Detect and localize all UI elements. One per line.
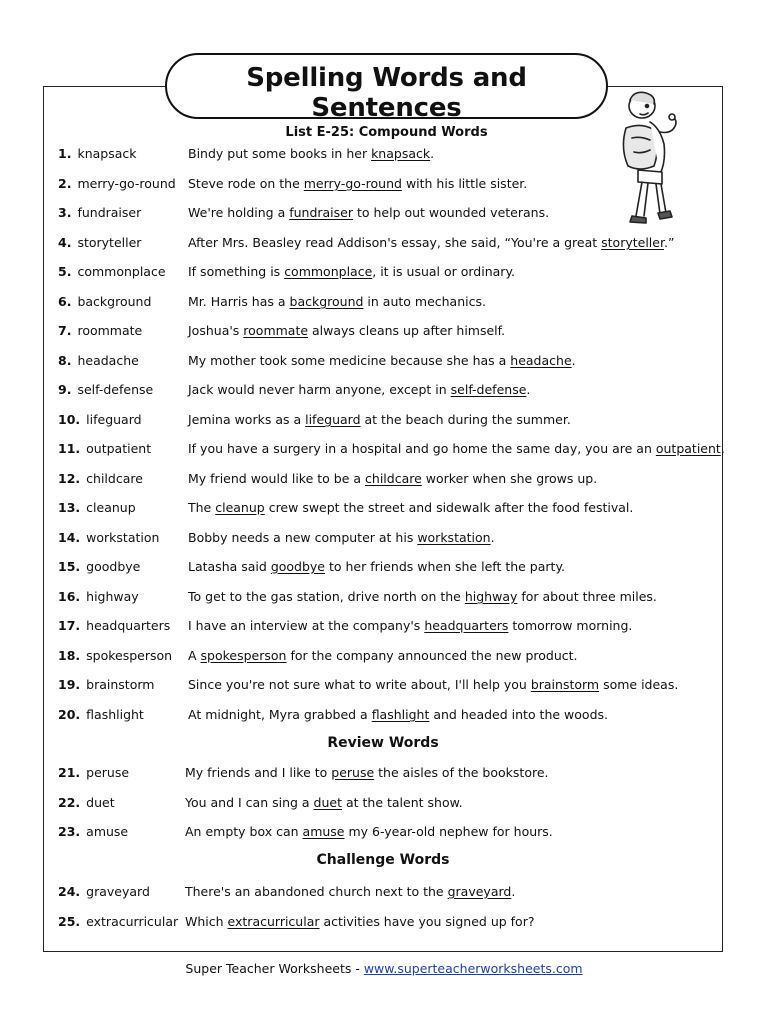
sentence-start: A xyxy=(188,648,201,663)
underlined-word: brainstorm xyxy=(530,677,600,692)
underlined-word: amuse xyxy=(302,824,345,839)
underlined-word: workstation xyxy=(417,530,491,545)
sentence-end: . xyxy=(720,441,725,456)
example-sentence xyxy=(188,353,576,369)
word-text: outpatient xyxy=(86,441,152,456)
example-sentence xyxy=(185,824,553,840)
word-text: workstation xyxy=(86,530,160,545)
review-words-heading: Review Words xyxy=(327,735,439,751)
underlined-word: spokesperson xyxy=(200,648,287,663)
example-sentence xyxy=(188,471,597,487)
spelling-word xyxy=(58,412,142,428)
sentence-start: We're holding a xyxy=(188,205,290,220)
spelling-word xyxy=(58,176,176,192)
spelling-word xyxy=(58,205,141,221)
sentence-end: with his little sister. xyxy=(401,176,528,191)
underlined-word: outpatient xyxy=(655,441,721,456)
sentence-end: to help out wounded veterans. xyxy=(353,205,550,220)
example-sentence xyxy=(188,559,565,575)
sentence-start: My mother took some medicine because she has a xyxy=(188,353,511,368)
example-sentence xyxy=(185,765,549,781)
spelling-word xyxy=(58,824,128,840)
spelling-word xyxy=(58,589,139,605)
item-number: 9. xyxy=(58,382,72,397)
item-number: 24. xyxy=(58,884,81,899)
word-text: roommate xyxy=(77,323,143,338)
item-number: 19. xyxy=(58,677,81,692)
item-number: 3. xyxy=(58,205,72,220)
underlined-word: storyteller xyxy=(601,235,664,250)
example-sentence xyxy=(188,382,530,398)
word-text: goodbye xyxy=(86,559,141,574)
item-number: 7. xyxy=(58,323,72,338)
underlined-word: lifeguard xyxy=(305,412,361,427)
item-number: 15. xyxy=(58,559,81,574)
sentence-end: . xyxy=(511,884,516,899)
underlined-word: peruse xyxy=(331,765,375,780)
example-sentence xyxy=(188,589,657,605)
example-sentence xyxy=(185,914,534,930)
sentence-end: . xyxy=(490,530,495,545)
sentence-start: Jack would never harm anyone, except in xyxy=(188,382,451,397)
example-sentence xyxy=(188,264,515,280)
sentence-start: If you have a surgery in a hospital and go home the same day, you are an xyxy=(188,441,656,456)
example-sentence xyxy=(188,618,632,634)
sentence-start: There's an abandoned church next to the xyxy=(185,884,448,899)
example-sentence xyxy=(185,795,463,811)
sentence-start: Which xyxy=(185,914,228,929)
boy-with-backpack-illustration xyxy=(614,88,714,236)
sentence-end: for about three miles. xyxy=(517,589,657,604)
underlined-word: childcare xyxy=(365,471,422,486)
word-text: graveyard xyxy=(86,884,150,899)
sentence-start: If something is xyxy=(188,264,285,279)
word-text: merry-go-round xyxy=(77,176,176,191)
spelling-word xyxy=(58,677,154,693)
word-text: flashlight xyxy=(86,707,144,722)
title-banner xyxy=(165,53,608,140)
item-number: 1. xyxy=(58,146,72,161)
spelling-word xyxy=(58,648,172,664)
spelling-word xyxy=(58,530,159,546)
sentence-start: Jemina works as a xyxy=(188,412,306,427)
sentence-end: , it is usual or ordinary. xyxy=(372,264,516,279)
word-text: amuse xyxy=(86,824,129,839)
spelling-word xyxy=(58,353,139,369)
sentence-end: activities have you signed up for? xyxy=(319,914,535,929)
underlined-word: commonplace xyxy=(284,264,373,279)
spelling-word xyxy=(58,382,153,398)
underlined-word: roommate xyxy=(243,323,309,338)
sentence-start: Mr. Harris has a xyxy=(188,294,290,309)
sentence-end: always cleans up after himself. xyxy=(308,323,506,338)
underlined-word: graveyard xyxy=(447,884,512,899)
sentence-end: in auto mechanics. xyxy=(363,294,486,309)
challenge-words-heading: Challenge Words xyxy=(316,852,450,868)
item-number: 13. xyxy=(58,500,81,515)
underlined-word: extracurricular xyxy=(227,914,320,929)
underlined-word: flashlight xyxy=(371,707,430,722)
sentence-start: Since you're not sure what to write about, I'll help you xyxy=(188,677,531,692)
word-text: highway xyxy=(86,589,139,604)
underlined-word: headache xyxy=(510,353,572,368)
item-number: 10. xyxy=(58,412,81,427)
example-sentence xyxy=(188,205,549,221)
underlined-word: merry-go-round xyxy=(303,176,402,191)
sentence-end: for the company announced the new product. xyxy=(286,648,578,663)
example-sentence xyxy=(188,500,633,516)
word-text: knapsack xyxy=(77,146,137,161)
item-number: 12. xyxy=(58,471,81,486)
sentence-start: An empty box can xyxy=(185,824,303,839)
word-text: headquarters xyxy=(86,618,171,633)
sentence-end: at the talent show. xyxy=(342,795,463,810)
example-sentence xyxy=(188,677,678,693)
item-number: 17. xyxy=(58,618,81,633)
footer-text: Super Teacher Worksheets - xyxy=(185,961,364,976)
item-number: 16. xyxy=(58,589,81,604)
item-number: 23. xyxy=(58,824,81,839)
sentence-end: .” xyxy=(663,235,675,250)
sentence-end: at the beach during the summer. xyxy=(360,412,571,427)
spelling-word xyxy=(58,795,115,811)
spelling-word xyxy=(58,884,150,900)
spelling-word xyxy=(58,707,144,723)
word-text: spokesperson xyxy=(86,648,173,663)
spelling-word xyxy=(58,235,141,251)
word-text: fundraiser xyxy=(77,205,142,220)
underlined-word: headquarters xyxy=(424,618,509,633)
item-number: 25. xyxy=(58,914,81,929)
sentence-start: I have an interview at the company's xyxy=(188,618,425,633)
spelling-word xyxy=(58,765,129,781)
word-text: storyteller xyxy=(77,235,142,250)
spelling-word xyxy=(58,618,170,634)
item-number: 8. xyxy=(58,353,72,368)
example-sentence xyxy=(188,412,571,428)
spelling-word xyxy=(58,441,151,457)
example-sentence xyxy=(188,235,674,251)
spelling-word xyxy=(58,471,143,487)
item-number: 11. xyxy=(58,441,81,456)
sentence-end: . xyxy=(571,353,576,368)
example-sentence xyxy=(188,323,505,339)
underlined-word: cleanup xyxy=(215,500,265,515)
word-text: duet xyxy=(86,795,115,810)
sentence-start: My friend would like to be a xyxy=(188,471,366,486)
sentence-start: The xyxy=(188,500,216,515)
sentence-end: . xyxy=(526,382,531,397)
page-subtitle: List E-25: Compound Words xyxy=(285,125,488,140)
sentence-start: At midnight, Myra grabbed a xyxy=(188,707,372,722)
spelling-word xyxy=(58,914,178,930)
spelling-word xyxy=(58,559,140,575)
sentence-start: My friends and I like to xyxy=(185,765,332,780)
word-text: lifeguard xyxy=(86,412,142,427)
spelling-word xyxy=(58,323,142,339)
sentence-start: Latasha said xyxy=(188,559,271,574)
word-text: background xyxy=(77,294,152,309)
sentence-start: Steve rode on the xyxy=(188,176,304,191)
word-text: brainstorm xyxy=(86,677,155,692)
example-sentence xyxy=(188,648,578,664)
item-number: 14. xyxy=(58,530,81,545)
item-number: 22. xyxy=(58,795,81,810)
sentence-start: To get to the gas station, drive north on the xyxy=(188,589,465,604)
underlined-word: highway xyxy=(464,589,518,604)
example-sentence xyxy=(188,441,725,457)
item-number: 5. xyxy=(58,264,72,279)
underlined-word: knapsack xyxy=(371,146,431,161)
underlined-word: duet xyxy=(313,795,342,810)
item-number: 21. xyxy=(58,765,81,780)
sentence-start: Joshua's xyxy=(188,323,244,338)
example-sentence xyxy=(188,146,434,162)
sentence-start: Bobby needs a new computer at his xyxy=(188,530,418,545)
example-sentence xyxy=(188,176,527,192)
word-text: commonplace xyxy=(77,264,166,279)
example-sentence xyxy=(185,884,515,900)
example-sentence xyxy=(188,294,486,310)
word-text: peruse xyxy=(86,765,130,780)
sentence-end: to her friends when she left the party. xyxy=(325,559,566,574)
word-text: cleanup xyxy=(86,500,136,515)
spelling-word xyxy=(58,146,137,162)
word-text: self-defense xyxy=(77,382,154,397)
sentence-end: the aisles of the bookstore. xyxy=(374,765,549,780)
footer-link[interactable]: www.superteacherworksheets.com xyxy=(363,961,583,976)
sentence-start: You and I can sing a xyxy=(185,795,314,810)
sentence-start: Bindy put some books in her xyxy=(188,146,372,161)
page-title: Spelling Words and Sentences xyxy=(246,63,527,123)
item-number: 18. xyxy=(58,648,81,663)
underlined-word: background xyxy=(289,294,364,309)
word-text: extracurricular xyxy=(86,914,179,929)
sentence-start: After Mrs. Beasley read Addison's essay, she said, “You're a great xyxy=(188,235,602,250)
item-number: 20. xyxy=(58,707,81,722)
spelling-word xyxy=(58,264,166,280)
underlined-word: fundraiser xyxy=(289,205,353,220)
example-sentence xyxy=(188,530,495,546)
example-sentence xyxy=(188,707,608,723)
underlined-word: goodbye xyxy=(270,559,325,574)
item-number: 4. xyxy=(58,235,72,250)
underlined-word: self-defense xyxy=(450,382,527,397)
sentence-end: some ideas. xyxy=(599,677,679,692)
sentence-end: tomorrow morning. xyxy=(508,618,633,633)
footer xyxy=(0,961,768,976)
sentence-end: crew swept the street and sidewalk after the food festival. xyxy=(264,500,634,515)
word-text: childcare xyxy=(86,471,143,486)
item-number: 6. xyxy=(58,294,72,309)
spelling-word xyxy=(58,294,151,310)
sentence-end: my 6-year-old nephew for hours. xyxy=(344,824,553,839)
sentence-end: and headed into the woods. xyxy=(429,707,608,722)
item-number: 2. xyxy=(58,176,72,191)
sentence-end: . xyxy=(430,146,435,161)
word-text: headache xyxy=(77,353,139,368)
spelling-word xyxy=(58,500,136,516)
sentence-end: worker when she grows up. xyxy=(421,471,598,486)
